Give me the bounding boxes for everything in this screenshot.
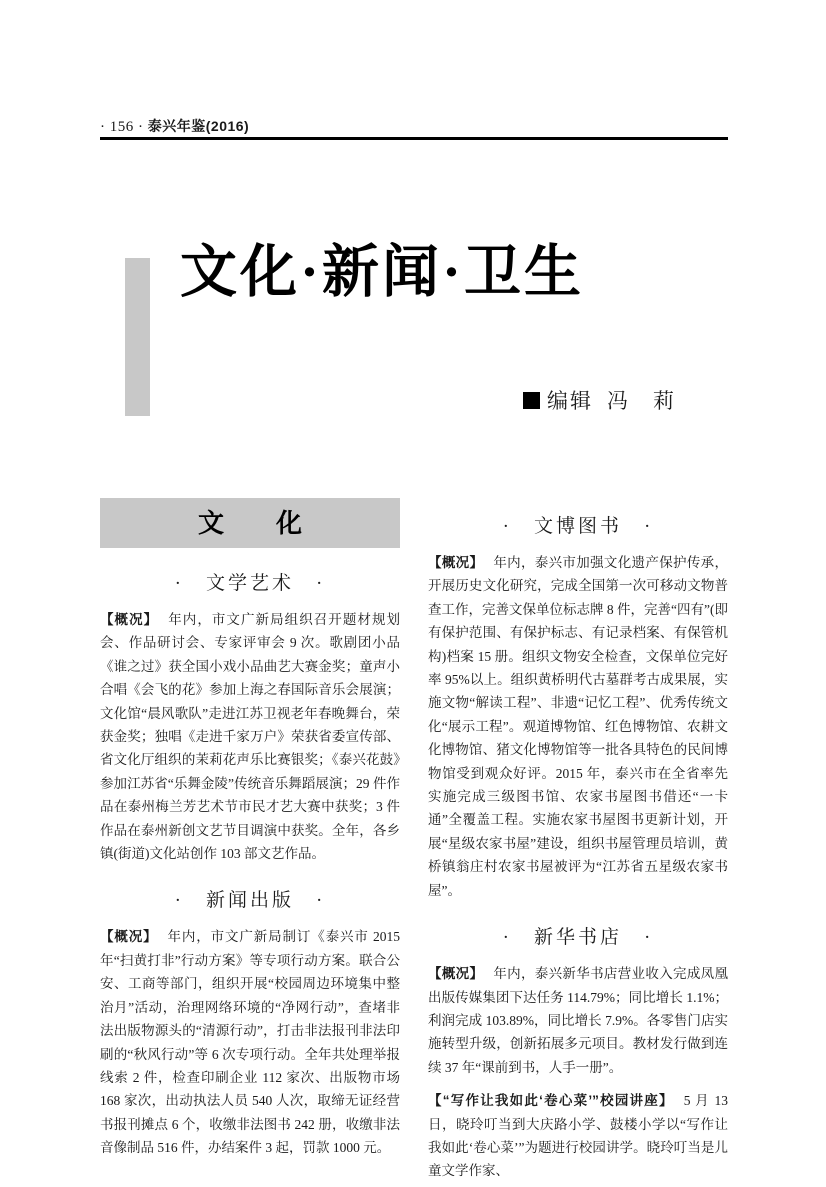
subsection-heading-xinhua-bookstore: · 新华书店 · [502, 927, 654, 949]
subsection-heading-press-publishing: · 新闻出版 · [174, 890, 326, 912]
entry-text: 年内，泰兴新华书店营业收入完成凤凰出版传媒集团下达任务 114.79%；同比增长 1.1%；利润完成 103.89%，同比增长 7.9%。各零售门店实施转型升级，创新拓展多元项目。教材发行做到连续 37 年“课前到书，人手一册”。 [428, 966, 729, 1075]
right-column [428, 498, 728, 1187]
header-rule [100, 137, 728, 140]
entry-text: 年内，市文广新局制订《泰兴市 2015 年“扫黄打非”行动方案》等专项行动方案。联合公安、工商等部门，组织开展“校园周边环境集中整治月”活动，治理网络环境的“净网行动”，查堵非法出版物源头的“清源行动”，打击非法报刊非法印刷的“秋风行动”等 6 次专项行动。全年共处理举报线索 2 件，检查印刷企业 112 家次、出版物市场 168 家次，出动执法人员 540 人次，取缔无证经营书报刊摊点 6 个，收缴非法图书 242 册，收缴非法音像制品 516 件，办结案件 3 起，罚款 1000 元。 [100, 929, 400, 1156]
subsection-heading-museums-libraries: · 文博图书 · [502, 516, 654, 537]
entry-lead-campus-lecture: 【“写作让我如此‘卷心菜’”校园讲座】 [428, 1093, 674, 1109]
paragraph-museums-libraries-overview [428, 551, 728, 902]
chapter-title: 文化·新闻·卫生 [180, 241, 585, 304]
left-column [100, 498, 400, 1187]
paragraph-literature-art-overview [100, 608, 400, 865]
editor-line [523, 385, 676, 415]
editor-label: 编辑 [547, 389, 593, 413]
entry-text: 年内，泰兴市加强文化遗产保护传承，开展历史文化研究，完成全国第一次可移动文物普查工作，完善文保单位标志牌 8 件，完善“四有”(即有保护范围、有保护标志、有记录档案、有保管机构)档案 15 册。组织文物安全检查，文保单位完好率 95%以上。组织黄桥明代古墓群考古成果展，实施文物“解读工程”、非遗“记忆工程”、优秀传统文化“展示工程”。观道博物馆、红色博物馆、农耕文化博物馆、猪文化博物馆等一批各具特色的民间博物馆受到观众好评。2015 年，泰兴市在全省率先实施完成三级图书馆、农家书屋图书借还“一卡通”全覆盖工程。实施农家书屋图书更新计划，开展“星级农家书屋”建设，组织书屋管理员培训，黄桥镇翁庄村农家书屋被评为“江苏省五星级农家书屋”。 [428, 555, 729, 898]
entry-text: 5 月 13 日，晓玲叮当到大庆路小学、鼓楼小学以“写作让我如此‘卷心菜’”为题进行校园讲学。晓玲叮当是儿童文学作家、 [428, 1093, 728, 1179]
entry-text: 年内，市文广新局组织召开题材规划会、作品研讨会、专家评审会 9 次。歌剧团小品《谁之过》获全国小戏小品曲艺大赛金奖；童声小合唱《会飞的花》参加上海之春国际音乐会展演；文化馆“晨风歌队”走进江苏卫视老年春晚舞台，荣获金奖；独唱《走进千家万户》荣获省委宣传部、省文化厅组织的茉莉花声乐比赛银奖；《泰兴花鼓》参加江苏省“乐舞金陵”传统音乐舞蹈展演；29 件作品在泰州梅兰芳艺术节市民才艺大赛中获奖；3 件作品在泰州新创文艺节目调演中获奖。全年，各乡镇(街道)文化站创作 103 部文艺作品。 [100, 612, 401, 862]
paragraph-xinhua-bookstore-overview [428, 962, 728, 1079]
paragraph-press-publishing-overview [100, 925, 400, 1159]
editor-name: 冯 莉 [607, 389, 676, 413]
chapter-accent-bar [125, 258, 150, 416]
entry-lead-overview: 【概况】 [100, 612, 159, 627]
subsection-heading-literature-art: · 文学艺术 · [174, 573, 326, 594]
page-number: · 156 · [100, 119, 144, 135]
entry-lead-overview: 【概况】 [428, 966, 484, 982]
book-title: 泰兴年鉴(2016) [147, 118, 250, 134]
two-column-body [100, 498, 728, 1187]
entry-lead-overview: 【概况】 [428, 555, 484, 570]
running-head [100, 116, 728, 136]
entry-lead-overview: 【概况】 [100, 929, 158, 945]
editor-square-icon [523, 392, 540, 409]
section-banner-culture: 文 化 [100, 498, 400, 548]
